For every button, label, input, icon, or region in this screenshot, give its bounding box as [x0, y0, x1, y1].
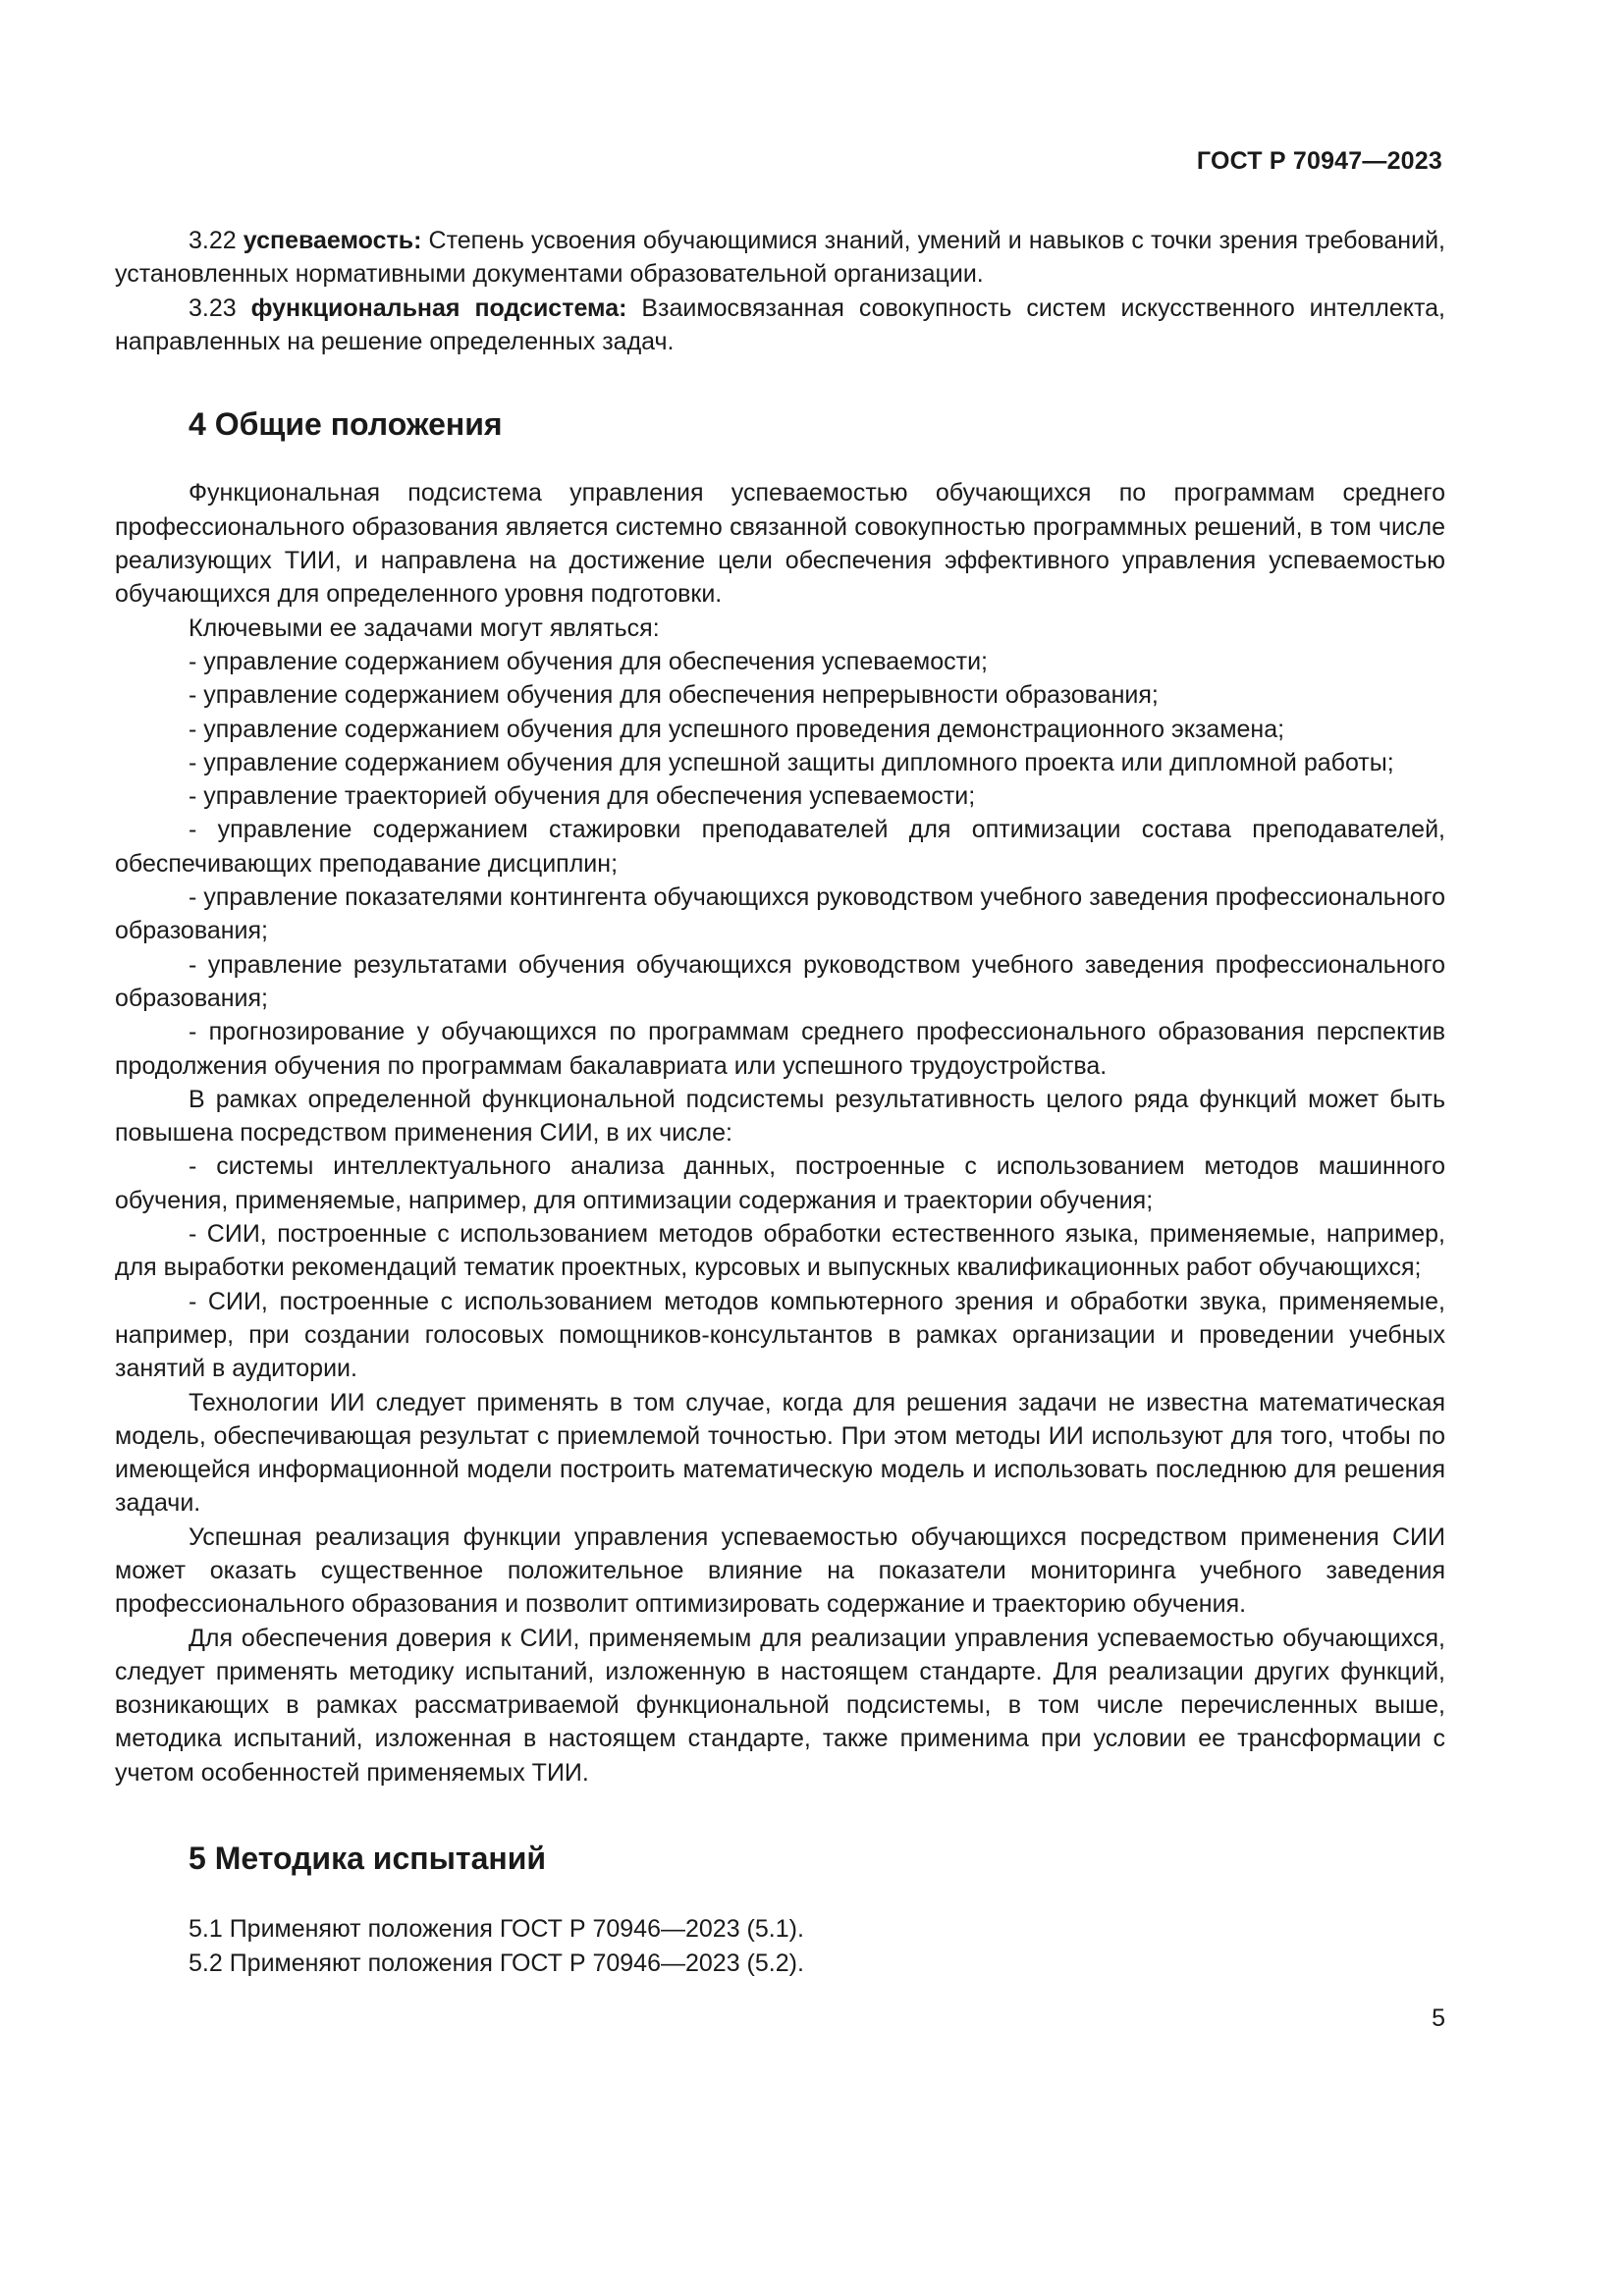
- list-item: - СИИ, построенные с использованием методов обработки естественного языка, применяемые, например, для выработки рекомендаций тематик проектных, курсовых и выпускных квалификационных работ обучающихся;: [115, 1220, 1445, 1282]
- list-item: - управление содержанием стажировки преподавателей для оптимизации состава преподавателей, обеспечивающих преподавание дисциплин;: [115, 816, 1445, 878]
- section-4-heading: 4 Общие положения: [189, 406, 503, 443]
- paragraph: 5.2 Применяют положения ГОСТ Р 70946—2023 (5.2).: [189, 1949, 804, 1977]
- paragraph: Ключевыми ее задачами могут являться:: [189, 614, 660, 642]
- document-code-header: ГОСТ Р 70947—2023: [1196, 147, 1442, 175]
- list-item: - управление содержанием обучения для успешного проведения демонстрационного экзамена;: [189, 715, 1285, 743]
- definition-number: 3.23: [189, 294, 237, 322]
- list-item: - управление содержанием обучения для успешной защиты дипломного проекта или дипломной работы;: [189, 748, 1394, 776]
- paragraph: Функциональная подсистема управления успеваемостью обучающихся по программам среднего профессионального образования является системно связанной совокупностью программных решений, в том числе реализующих ТИИ, и направлена на достижение цели обеспечения эффективного управления успеваемостью обучающихся для определенного уровня подготовки.: [115, 479, 1445, 609]
- paragraph: Успешная реализация функции управления успеваемостью обучающихся посредством применения СИИ может оказать существенное положительное влияние на показатели мониторинга учебного заведения профессионального образования и позволит оптимизировать содержание и траекторию обучения.: [115, 1522, 1445, 1619]
- list-item: - прогнозирование у обучающихся по программам среднего профессионального образования перспектив продолжения обучения по программам бакалавриата или успешного трудоустройства.: [115, 1018, 1445, 1080]
- definition-term: функциональная подсистема:: [250, 294, 627, 322]
- definition-3-23: [115, 292, 1445, 359]
- paragraph: В рамках определенной функциональной подсистемы результативность целого ряда функций может быть повышена посредством применения СИИ, в их числе:: [115, 1085, 1445, 1148]
- paragraph: Для обеспечения доверия к СИИ, применяемым для реализации управления успеваемостью обучающихся, следует применять методику испытаний, изложенную в настоящем стандарте. Для реализации других функций, возникающих в рамках рассматриваемой функциональной подсистемы, в том числе перечисленных выше, методика испытаний, изложенная в настоящем стандарте, также применима при условии ее трансформации с учетом особенностей применяемых ТИИ.: [115, 1624, 1445, 1787]
- list-item: - управление траекторией обучения для обеспечения успеваемости;: [189, 782, 976, 811]
- page-number: 5: [1432, 2004, 1445, 2032]
- list-item: - управление содержанием обучения для обеспечения успеваемости;: [189, 647, 988, 675]
- list-item: - системы интеллектуального анализа данных, построенные с использованием методов машинного обучения, применяемые, например, для оптимизации содержания и траектории обучения;: [115, 1152, 1445, 1214]
- paragraph: Технологии ИИ следует применять в том случае, когда для решения задачи не известна математическая модель, обеспечивающая результат с приемлемой точностью. При этом методы ИИ используют для того, чтобы по имеющейся информационной модели построить математическую модель и использовать последнюю для решения задачи.: [115, 1388, 1445, 1518]
- list-item: - управление содержанием обучения для обеспечения непрерывности образования;: [189, 681, 1159, 710]
- list-item: - управление показателями контингента обучающихся руководством учебного заведения профессионального образования;: [115, 883, 1445, 945]
- page-body: [115, 224, 1445, 1980]
- paragraph: 5.1 Применяют положения ГОСТ Р 70946—2023 (5.1).: [189, 1915, 804, 1944]
- definition-text: Степень усвоения обучающимися знаний, умений и навыков с точки зрения требований, установленных нормативными документами образовательной организации.: [115, 227, 1445, 289]
- list-item: - управление результатами обучения обучающихся руководством учебного заведения профессионального образования;: [115, 950, 1445, 1012]
- list-item: - СИИ, построенные с использованием методов компьютерного зрения и обработки звука, применяемые, например, при создании голосовых помощников-консультантов в рамках организации и проведении учебных занятий в аудитории.: [115, 1287, 1445, 1383]
- section-5-heading: 5 Методика испытаний: [189, 1841, 547, 1877]
- definition-number: 3.22: [189, 227, 237, 254]
- definition-3-22: [115, 224, 1445, 292]
- definition-text: Взаимосвязанная совокупность систем искусственного интеллекта, направленных на решение определенных задач.: [115, 294, 1445, 355]
- definition-term: успеваемость:: [243, 227, 422, 254]
